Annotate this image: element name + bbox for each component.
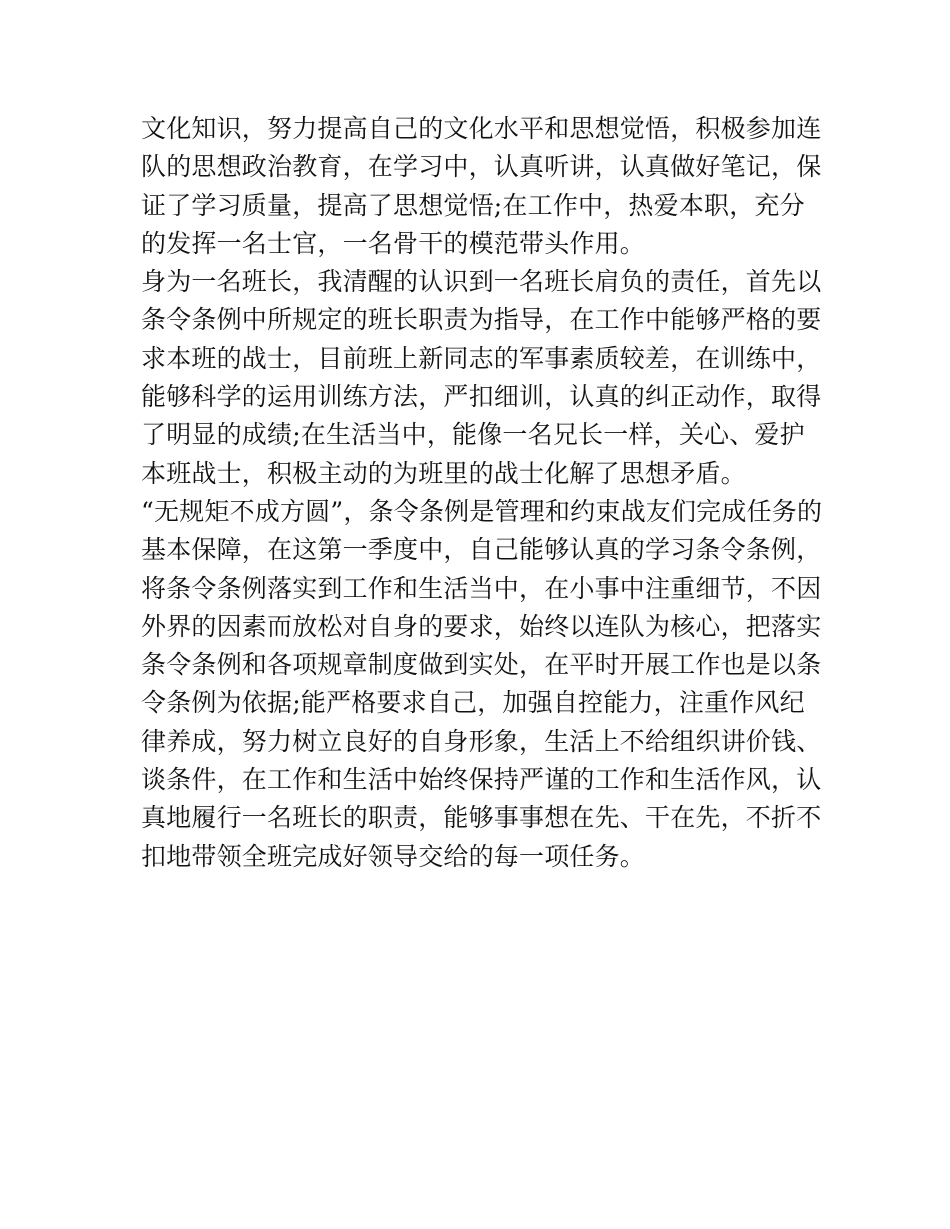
text-line: 求本班的战士，目前班上新同志的军事素质较差，在训练中， xyxy=(141,343,822,373)
text-line: 条令条例和各项规章制度做到实处，在平时开展工作也是以条 xyxy=(141,650,822,680)
text-line: 基本保障，在这第一季度中，自己能够认真的学习条令条例， xyxy=(141,535,822,565)
text-line: 条令条例中所规定的班长职责为指导，在工作中能够严格的要 xyxy=(141,305,822,335)
text-line: “无规矩不成方圆”，条令条例是管理和约束战友们完成任务的 xyxy=(141,496,823,526)
text-line: 证了学习质量，提高了思想觉悟;在工作中，热爱本职，充分 xyxy=(141,190,805,220)
text-line: 扣地带领全班完成好领导交给的每一项任务。 xyxy=(141,841,646,871)
text-line: 能够科学的运用训练方法，严扣细训，认真的纠正动作，取得 xyxy=(141,382,822,412)
text-line: 外界的因素而放松对自身的要求，始终以连队为核心，把落实 xyxy=(141,611,822,641)
text-line: 了明显的成绩;在生活当中，能像一名兄长一样，关心、爱护 xyxy=(141,420,805,450)
text-line: 的发挥一名士官，一名骨干的模范带头作用。 xyxy=(141,228,646,258)
document-body xyxy=(141,110,821,876)
text-line: 队的思想政治教育，在学习中，认真听讲，认真做好笔记，保 xyxy=(141,152,822,182)
text-line: 本班战士，积极主动的为班里的战士化解了思想矛盾。 xyxy=(141,458,746,488)
text-line: 令条例为依据;能严格要求自己，加强自控能力，注重作风纪 xyxy=(141,688,805,718)
text-line: 文化知识，努力提高自己的文化水平和思想觉悟，积极参加连 xyxy=(141,114,822,143)
text-line: 谈条件，在工作和生活中始终保持严谨的工作和生活作风，认 xyxy=(141,765,822,795)
text-line: 律养成，努力树立良好的自身形象，生活上不给组织讲价钱、 xyxy=(141,726,822,756)
text-line: 将条令条例落实到工作和生活当中，在小事中注重细节，不因 xyxy=(141,573,822,603)
text-line: 真地履行一名班长的职责，能够事事想在先、干在先，不折不 xyxy=(141,803,822,833)
text-line: 身为一名班长，我清醒的认识到一名班长肩负的责任，首先以 xyxy=(141,267,822,297)
